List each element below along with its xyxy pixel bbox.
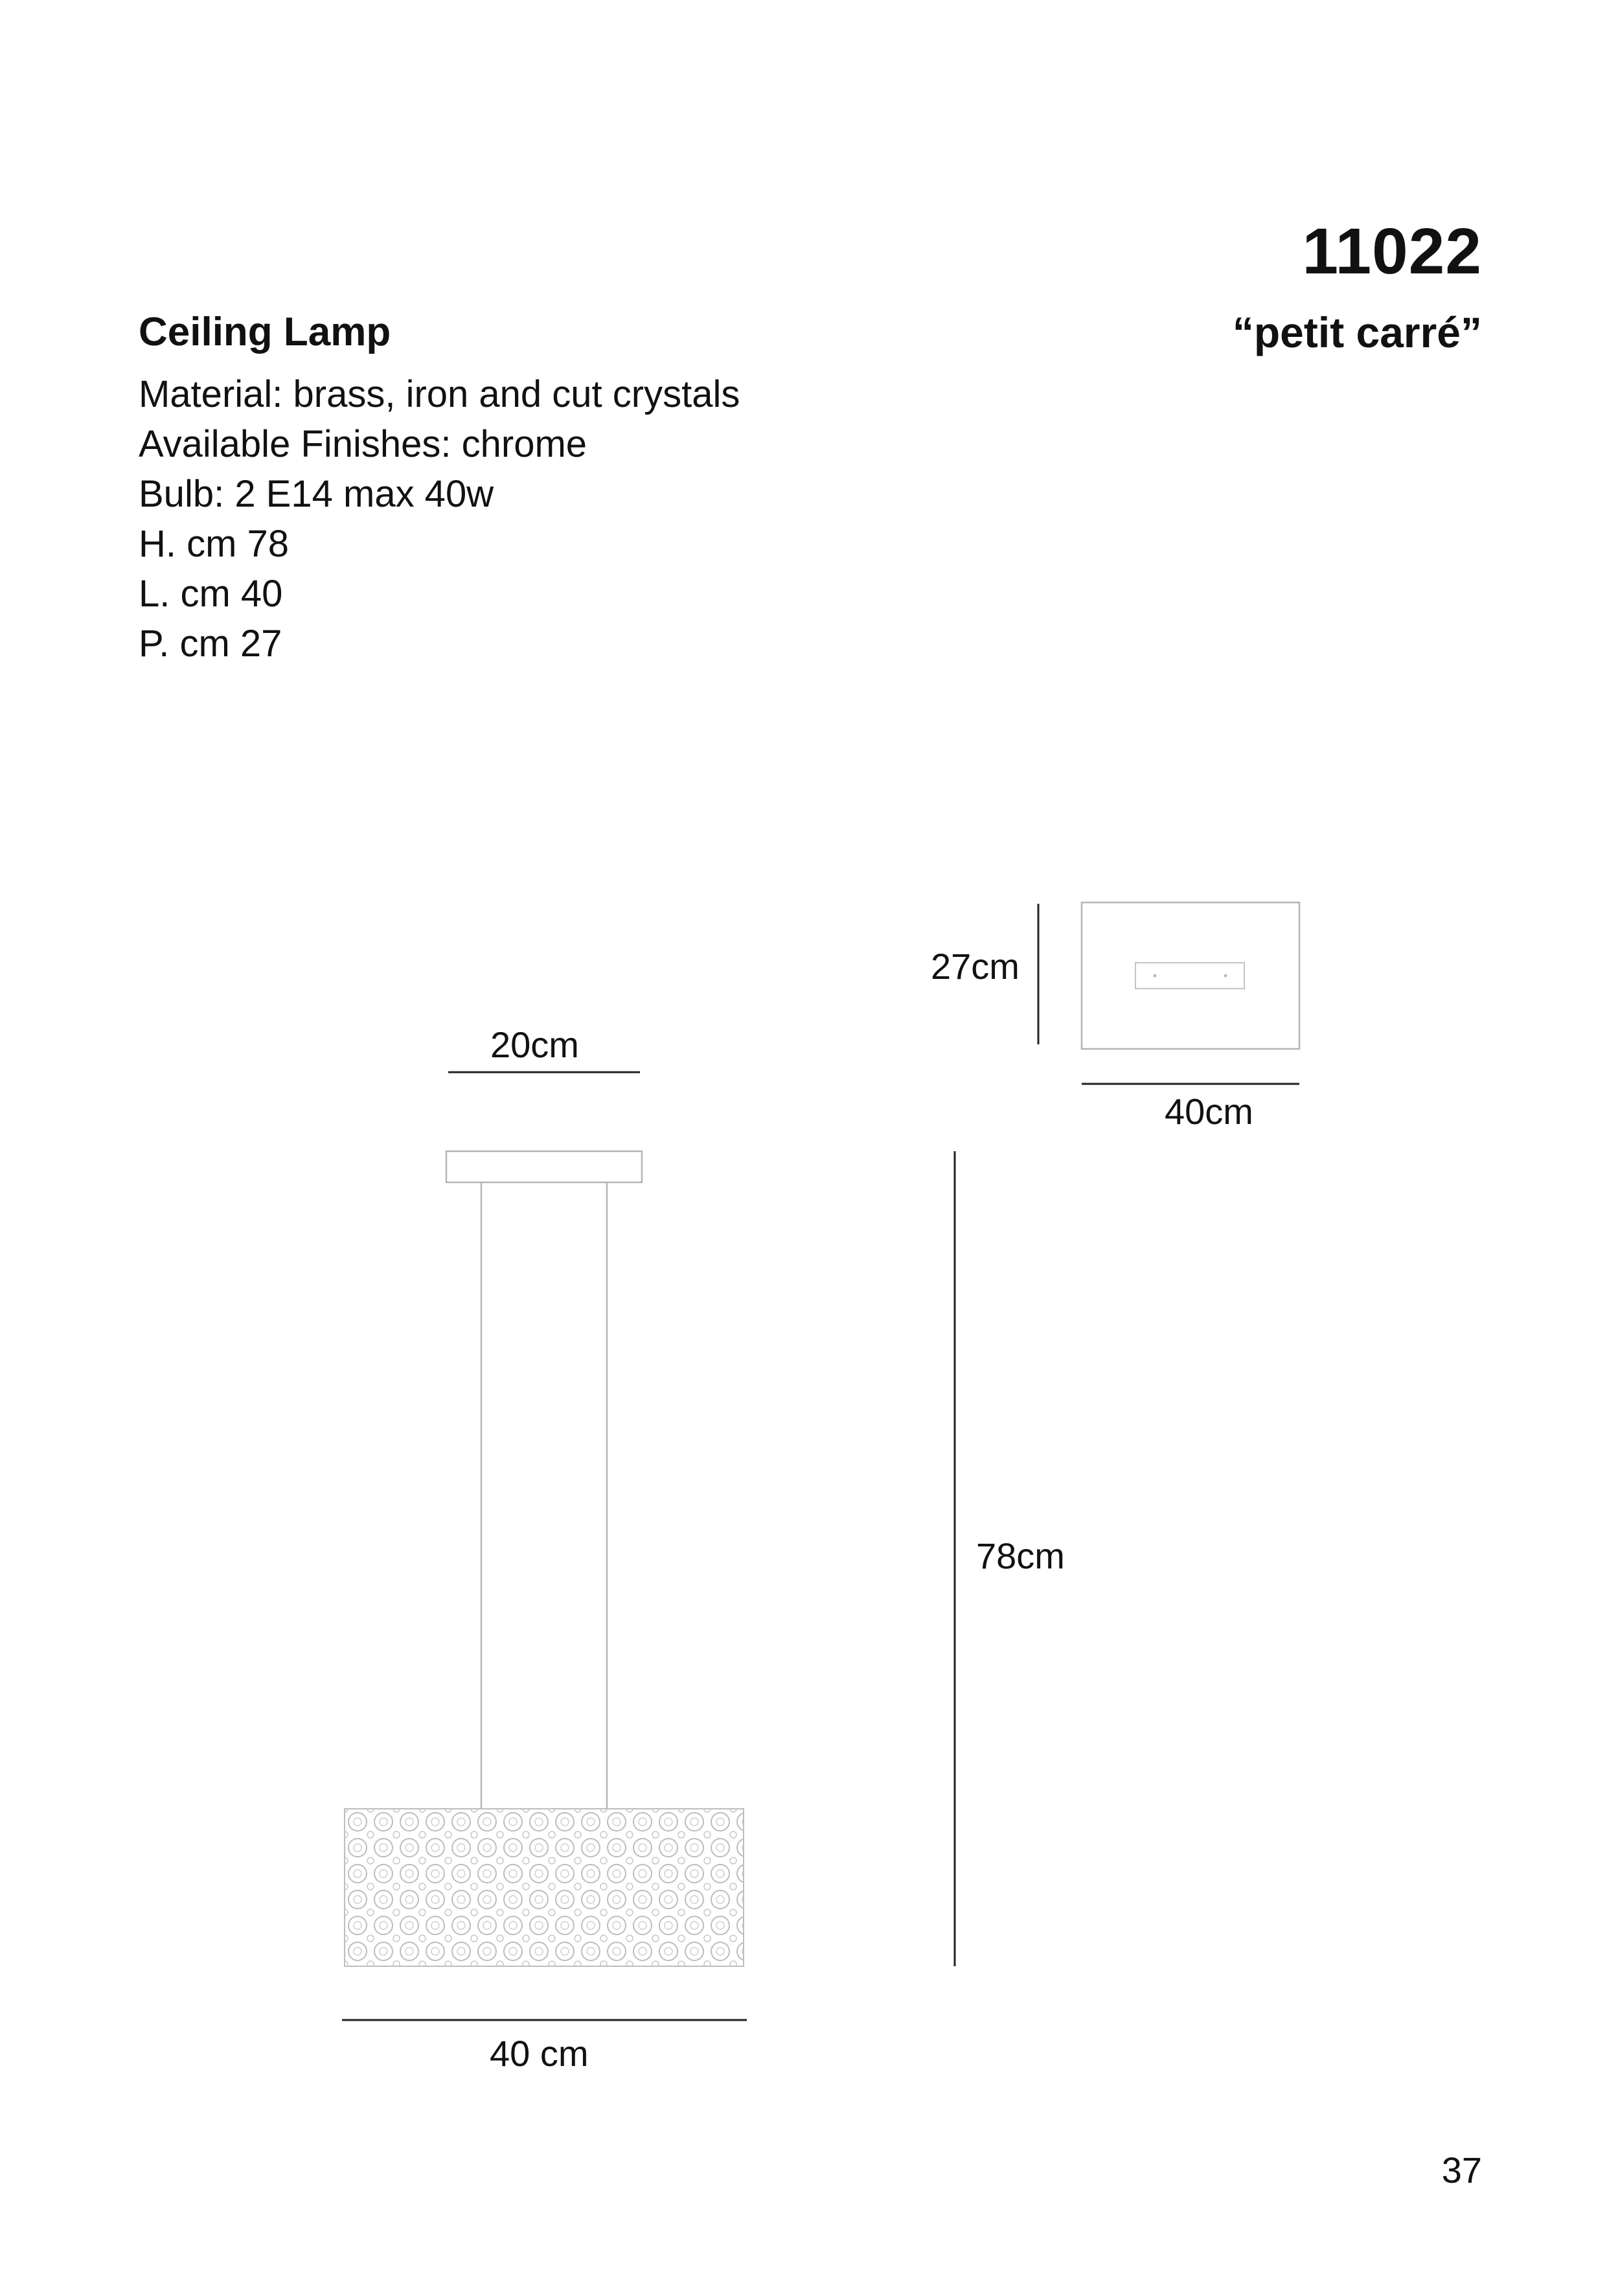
- product-name: “petit carré”: [1232, 308, 1482, 356]
- crystal-shade: [345, 1809, 744, 1966]
- top-view-width-label: 40cm: [1165, 1091, 1253, 1132]
- spec-depth: P. cm 27: [139, 623, 282, 665]
- top-view-canopy: [1135, 963, 1244, 989]
- top-view-depth-label: 27cm: [931, 946, 1020, 987]
- product-code: 11022: [1302, 215, 1482, 288]
- canopy: [446, 1151, 642, 1182]
- spec-finishes: Available Finishes: chrome: [139, 423, 587, 465]
- spec-bulb: Bulb: 2 E14 max 40w: [139, 473, 494, 515]
- top-view-screw-right: [1224, 974, 1227, 978]
- top-view-outline: [1082, 902, 1299, 1049]
- spec-height: H. cm 78: [139, 523, 290, 565]
- page-number: 37: [1441, 2150, 1482, 2190]
- top-view-screw-left: [1154, 974, 1157, 978]
- spec-length: L. cm 40: [139, 573, 283, 615]
- canopy-width-label: 20cm: [490, 1024, 579, 1065]
- spec-material: Material: brass, iron and cut crystals: [139, 373, 740, 415]
- product-type: Ceiling Lamp: [139, 310, 391, 354]
- overall-height-label: 78cm: [976, 1535, 1065, 1576]
- shade-width-label: 40 cm: [490, 2033, 589, 2074]
